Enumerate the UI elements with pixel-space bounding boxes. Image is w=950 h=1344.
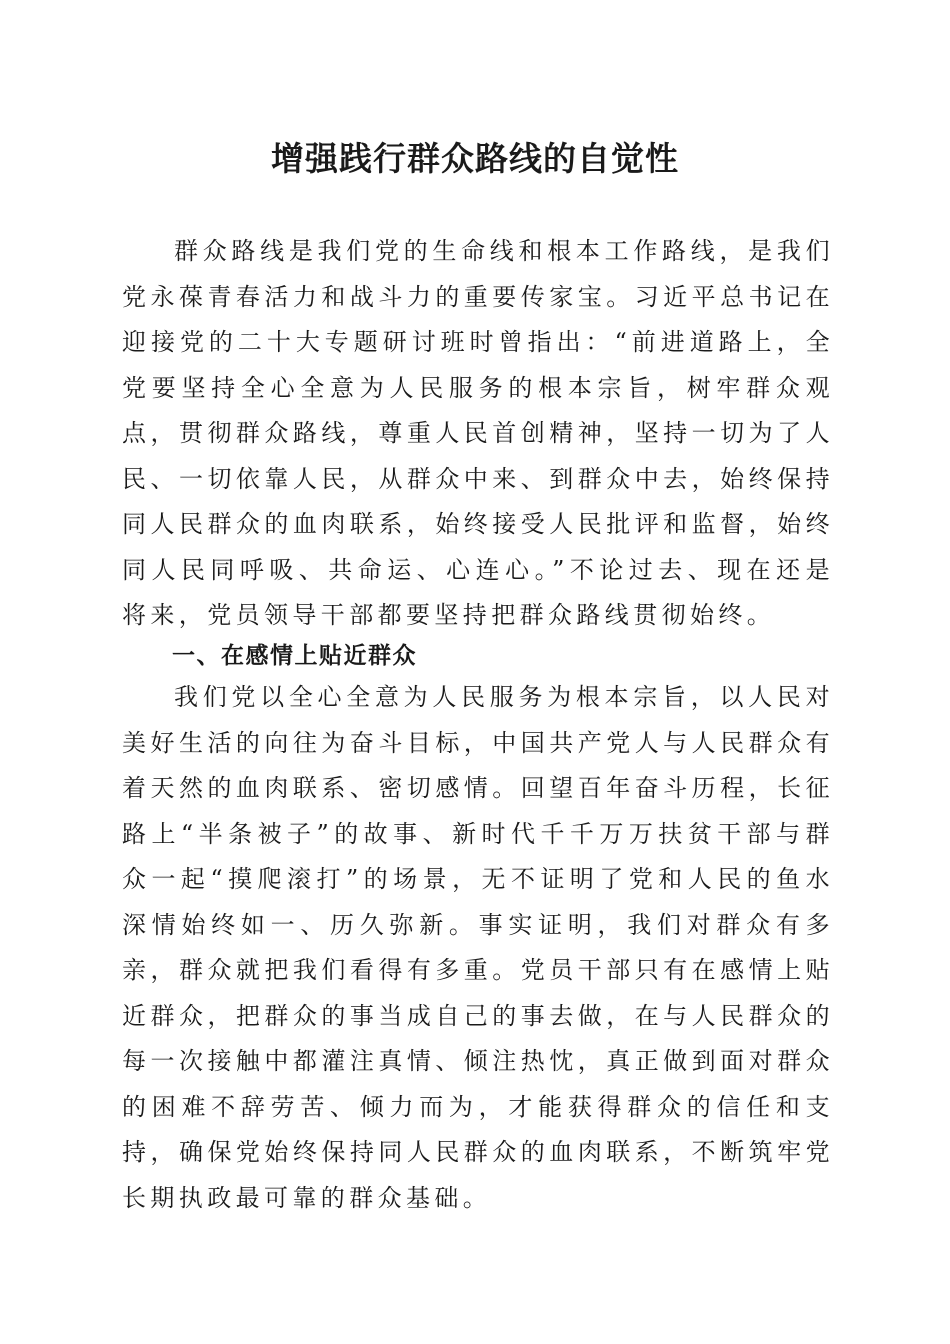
document-title: 增强践行群众路线的自觉性 (271, 139, 679, 178)
intro-paragraph: 群众路线是我们党的生命线和根本工作路线，是我们党永葆青春活力和战斗力的重要传家宝。习近平总书记在迎接党的二十大专题研讨班时曾指出：“前进道路上，全党要坚持全心全意为人民服务的根本宗旨，树牢群众观点，贯彻群众路线，尊重人民首创精神，坚持一切为了人民、一切依靠人民，从群众中来、到群众中去，始终保持同人民群众的血肉联系，始终接受人民批评和监督，始终同人民同呼吸、共命运、心连心。”不论过去、现在还是将来，党员领导干部都要坚持把群众路线贯彻始终。 (122, 237, 834, 629)
section-heading: 一、在感情上贴近群众 (172, 643, 417, 669)
section-paragraph: 我们党以全心全意为人民服务为根本宗旨，以人民对美好生活的向往为奋斗目标，中国共产党人与人民群众有着天然的血肉联系、密切感情。回望百年奋斗历程，长征路上“半条被子”的故事、新时代千千万万扶贫干部与群众一起“摸爬滚打”的场景，无不证明了党和人民的鱼水深情始终如一、历久弥新。事实证明，我们对群众有多亲，群众就把我们看得有多重。党员干部只有在感情上贴近群众，把群众的事当成自己的事去做，在与人民群众的每一次接触中都灌注真情、倾注热忱，真正做到面对群众的困难不辞劳苦、倾力而为，才能获得群众的信任和支持，确保党始终保持同人民群众的血肉联系，不断筑牢党长期执政最可靠的群众基础。 (122, 683, 834, 1212)
